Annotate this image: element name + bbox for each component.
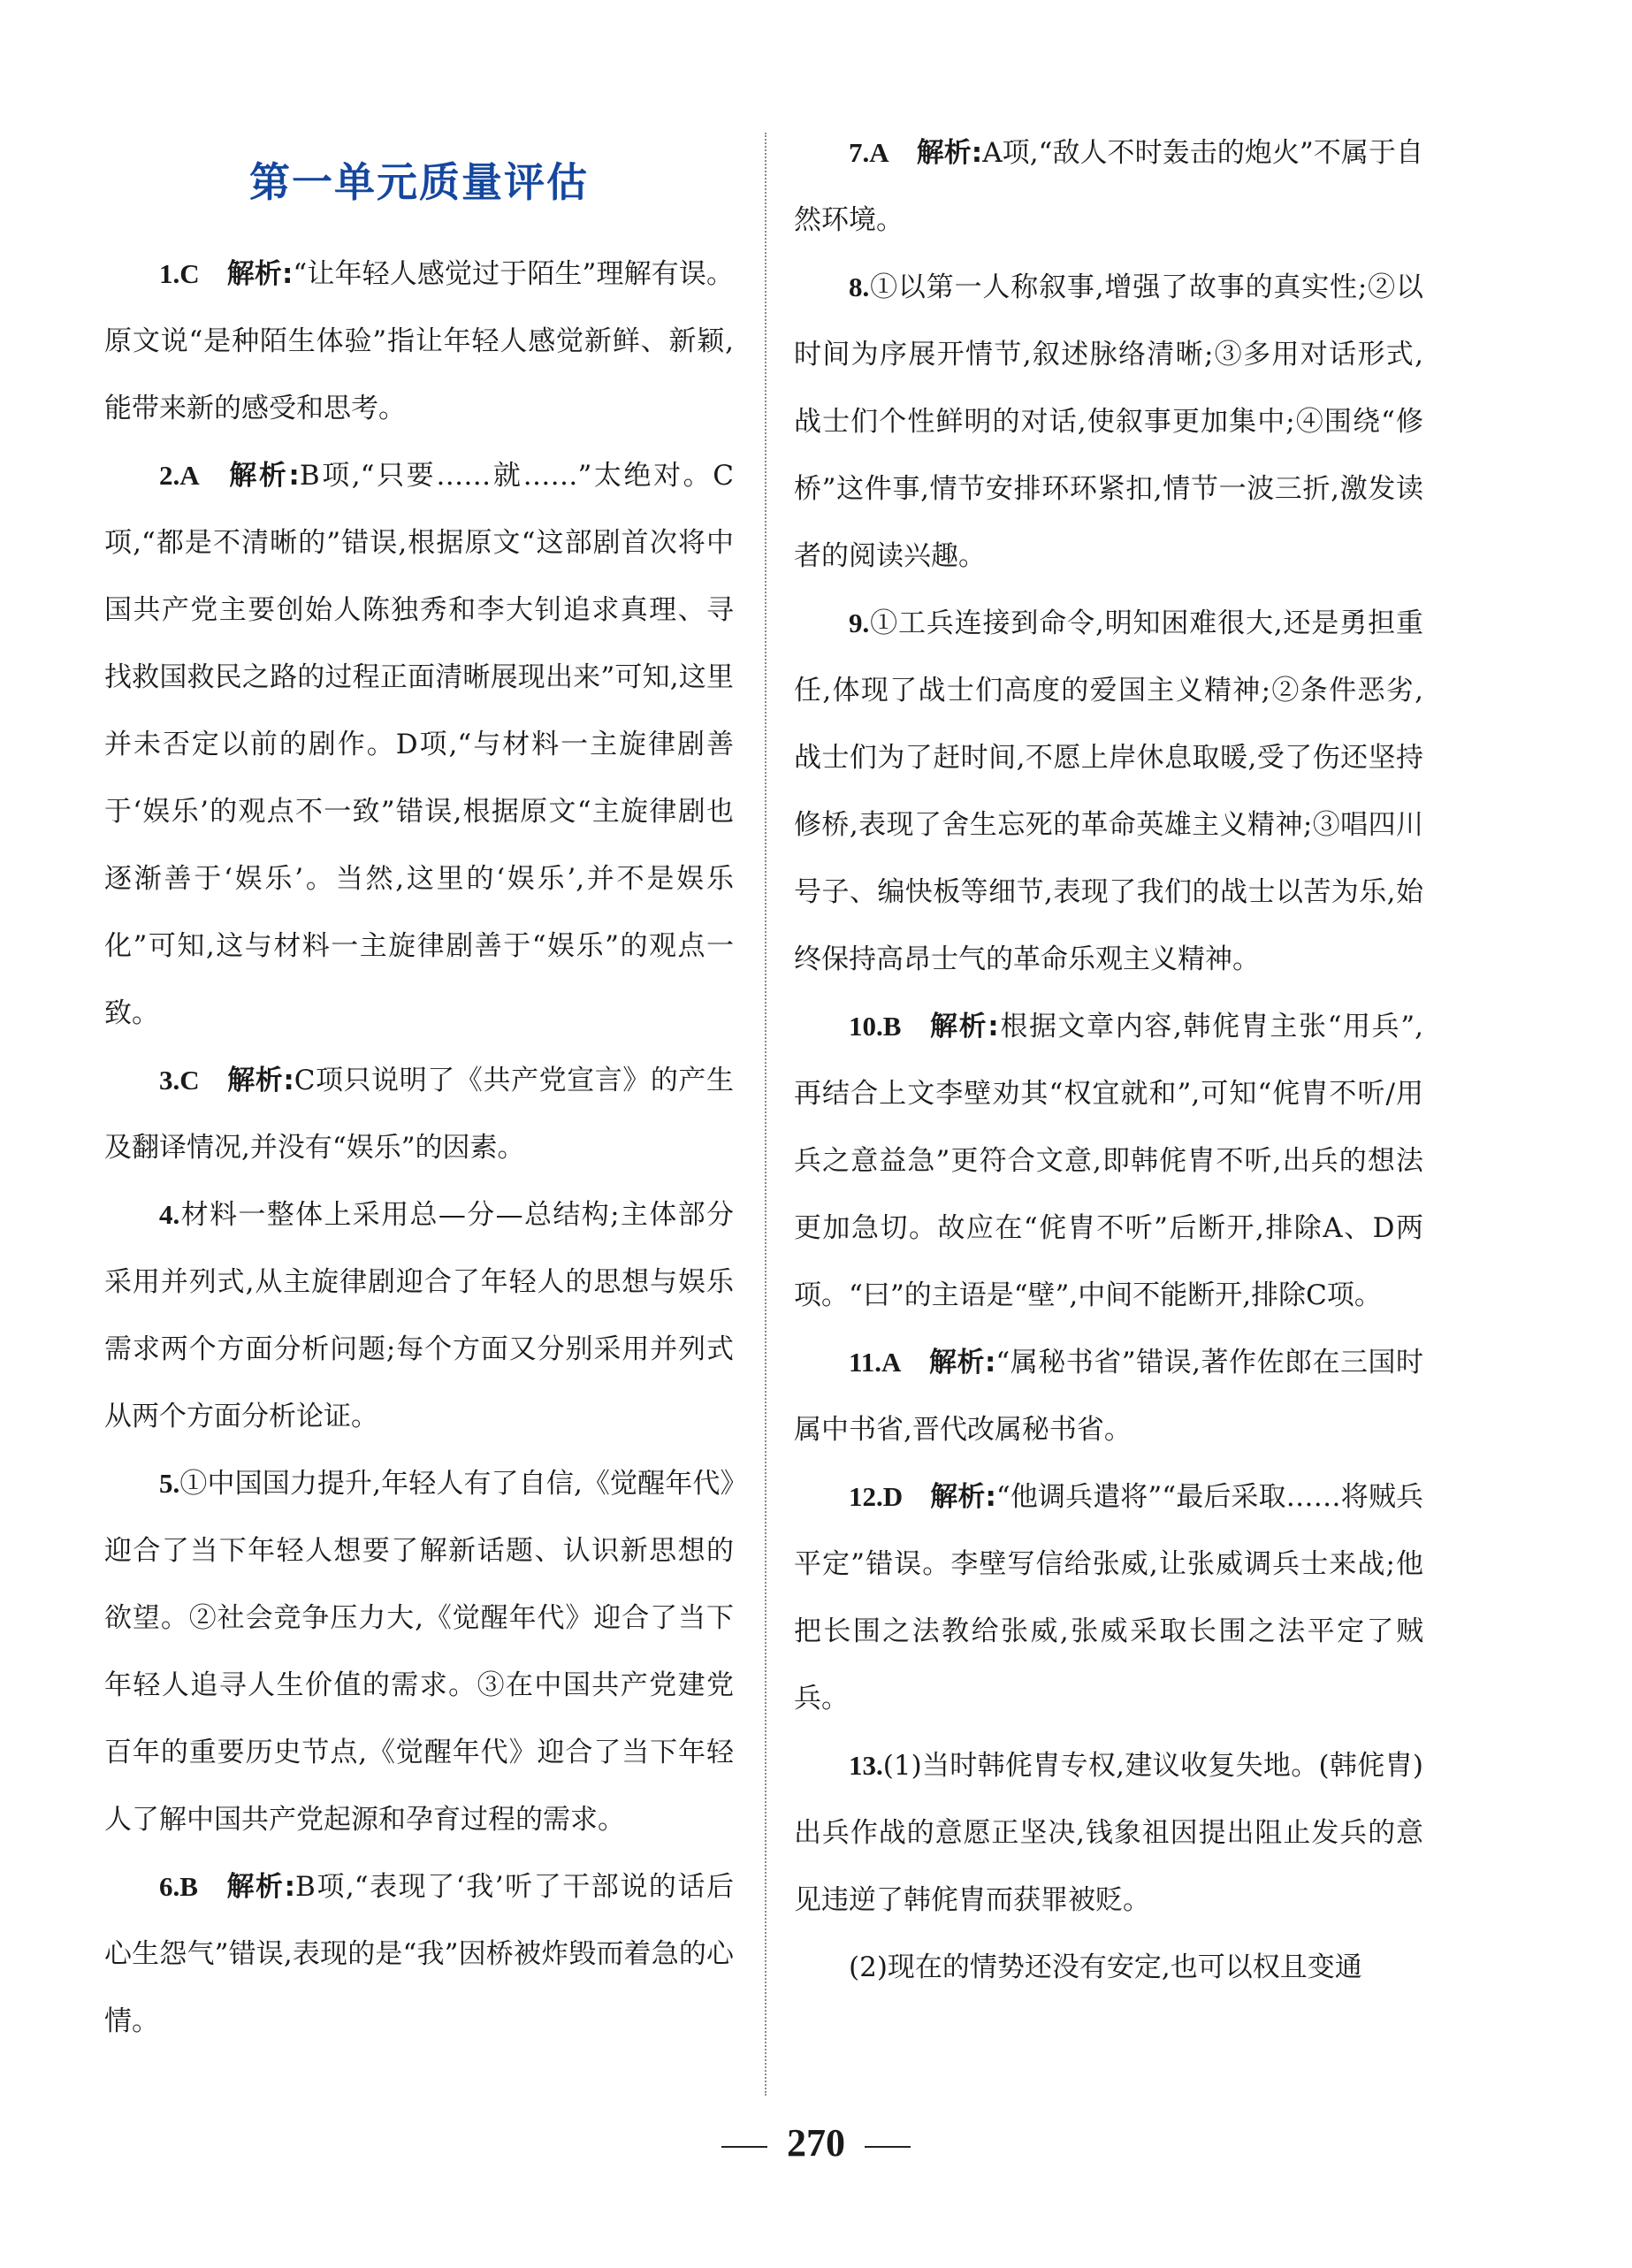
answer-list-right (794, 119, 1423, 2001)
analysis-label: 解析: (916, 137, 983, 169)
answer-item (794, 1329, 1423, 1463)
question-number: 12.D (849, 1481, 904, 1512)
answer-text: “让年轻人感觉过于陌生”理解有误。原文说“是种陌生体验”指让年轻人感觉新鲜、新颖,能带来新的感受和思考。 (104, 258, 734, 424)
question-number: 13. (849, 1750, 883, 1781)
analysis-label: 解析: (226, 258, 294, 290)
page-title: 第一单元质量评估 (249, 158, 589, 206)
analysis-label: 解析: (226, 1065, 294, 1096)
footer-dash-left (721, 2146, 767, 2148)
answer-item (104, 241, 734, 442)
analysis-label: 解析: (930, 1481, 996, 1513)
question-number: 11.A (849, 1347, 902, 1378)
right-column (794, 119, 1423, 2001)
answer-text: “他调兵遣将”“最后采取……将贼兵平定”错误。李壁写信给张威,让张威调兵士来战;他把长围之法教给张威,张威采取长围之法平定了贼兵。 (794, 1481, 1423, 1714)
question-number: 6.B (159, 1871, 198, 1902)
analysis-label: 解析: (928, 1347, 996, 1378)
question-number: 8. (849, 271, 870, 302)
question-number: 5. (159, 1468, 180, 1499)
answer-text: B项,“表现了‘我’听了干部说的话后心生怨气”错误,表现的是“我”因桥被炸毁而着急的心情。 (104, 1871, 734, 2037)
page-number: 270 (787, 2121, 845, 2165)
answer-item (794, 1463, 1423, 1732)
column-divider (765, 133, 766, 2096)
question-number: 10.B (849, 1011, 902, 1042)
answer-item (104, 1853, 734, 2055)
answer-text: ①以第一人称叙事,增强了故事的真实性;②以时间为序展开情节,叙述脉络清晰;③多用对话形式,战士们个性鲜明的对话,使叙事更加集中;④围绕“修桥”这件事,情节安排环环紧扣,情节一波三折,激发读者的阅读兴趣。 (794, 271, 1423, 572)
question-number: 4. (159, 1199, 180, 1230)
answer-text: ①工兵连接到命令,明知困难很大,还是勇担重任,体现了战士们高度的爱国主义精神;②条件恶劣,战士们为了赶时间,不愿上岸休息取暖,受了伤还坚持修桥,表现了舍生忘死的革命英雄主义精神;③唱四川号子、编快板等细节,表现了我们的战士以苦为乐,始终保持高昂士气的革命乐观主义精神。 (794, 607, 1423, 975)
left-column (104, 124, 734, 2055)
answer-list-left (104, 241, 734, 2055)
answer-text: 根据文章内容,韩侂胄主张“用兵”,再结合上文李壁劝其“权宜就和”,可知“侂胄不听/用兵之意益急”更符合文意,即韩侂胄不听,出兵的想法更加急切。故应在“侂胄不听”后断开,排除A、D两项。“曰”的主语是“壁”,中间不能断开,排除C项。 (794, 1011, 1424, 1311)
analysis-label: 解析: (226, 460, 300, 492)
page-number-footer (0, 2120, 1632, 2165)
analysis-label: 解析: (225, 1871, 295, 1903)
answer-item (794, 254, 1423, 590)
question-number: 7.A (849, 137, 889, 168)
answer-item (794, 119, 1423, 254)
answer-text: ①中国国力提升,年轻人有了自信,《觉醒年代》迎合了当下年轻人想要了解新话题、认识新思想的欲望。②社会竞争压力大,《觉醒年代》迎合了当下年轻人追寻人生价值的需求。③在中国共产党建党百年的重要历史节点,《觉醒年代》迎合了当下年轻人了解中国共产党起源和孕育过程的需求。 (104, 1468, 734, 1836)
answer-text: A项,“敌人不时轰击的炮火”不属于自然环境。 (794, 137, 1423, 236)
answer-item (794, 993, 1423, 1329)
answer-text: (1)当时韩侂胄专权,建议收复失地。(韩侂胄)出兵作战的意愿正坚决,钱象祖因提出阻止发兵的意见违逆了韩侂胄而获罪被贬。 (794, 1750, 1423, 1916)
answer-text: “属秘书省”错误,著作佐郎在三国时属中书省,晋代改属秘书省。 (794, 1347, 1423, 1446)
answer-item (104, 1047, 734, 1181)
answer-text: 材料一整体上采用总—分—总结构;主体部分采用并列式,从主旋律剧迎合了年轻人的思想与娱乐需求两个方面分析问题;每个方面又分别采用并列式从两个方面分析论证。 (104, 1199, 734, 1432)
question-number: 1.C (159, 258, 200, 289)
answer-item (794, 590, 1423, 993)
answer-text: B项,“只要……就……”太绝对。C项,“都是不清晰的”错误,根据原文“这部剧首次将中国共产党主要创始人陈独秀和李大钊追求真理、寻找救国救民之路的过程正面清晰展现出来”可知,这里并未否定以前的剧作。D项,“与材料一主旋律剧善于‘娱乐’的观点不一致”错误,根据原文“主旋律剧也逐渐善于‘娱乐’。当然,这里的‘娱乐’,并不是娱乐化”可知,这与材料一主旋律剧善于“娱乐”的观点一致。 (104, 460, 734, 1029)
answer-item (104, 442, 734, 1047)
question-number: 9. (849, 607, 870, 638)
answer-text: C项只说明了《共产党宣言》的产生及翻译情况,并没有“娱乐”的因素。 (104, 1065, 734, 1164)
footer-dash-right (865, 2146, 911, 2148)
analysis-label: 解析: (928, 1011, 999, 1042)
question-number: 2.A (159, 460, 200, 491)
answer-item (794, 1934, 1423, 2001)
question-number: 3.C (159, 1065, 200, 1096)
answer-item (104, 1181, 734, 1450)
answer-item (104, 1450, 734, 1853)
answer-text: (2)现在的情势还没有安定,也可以权且变通 (849, 1951, 1362, 1983)
answer-item (794, 1732, 1423, 1934)
